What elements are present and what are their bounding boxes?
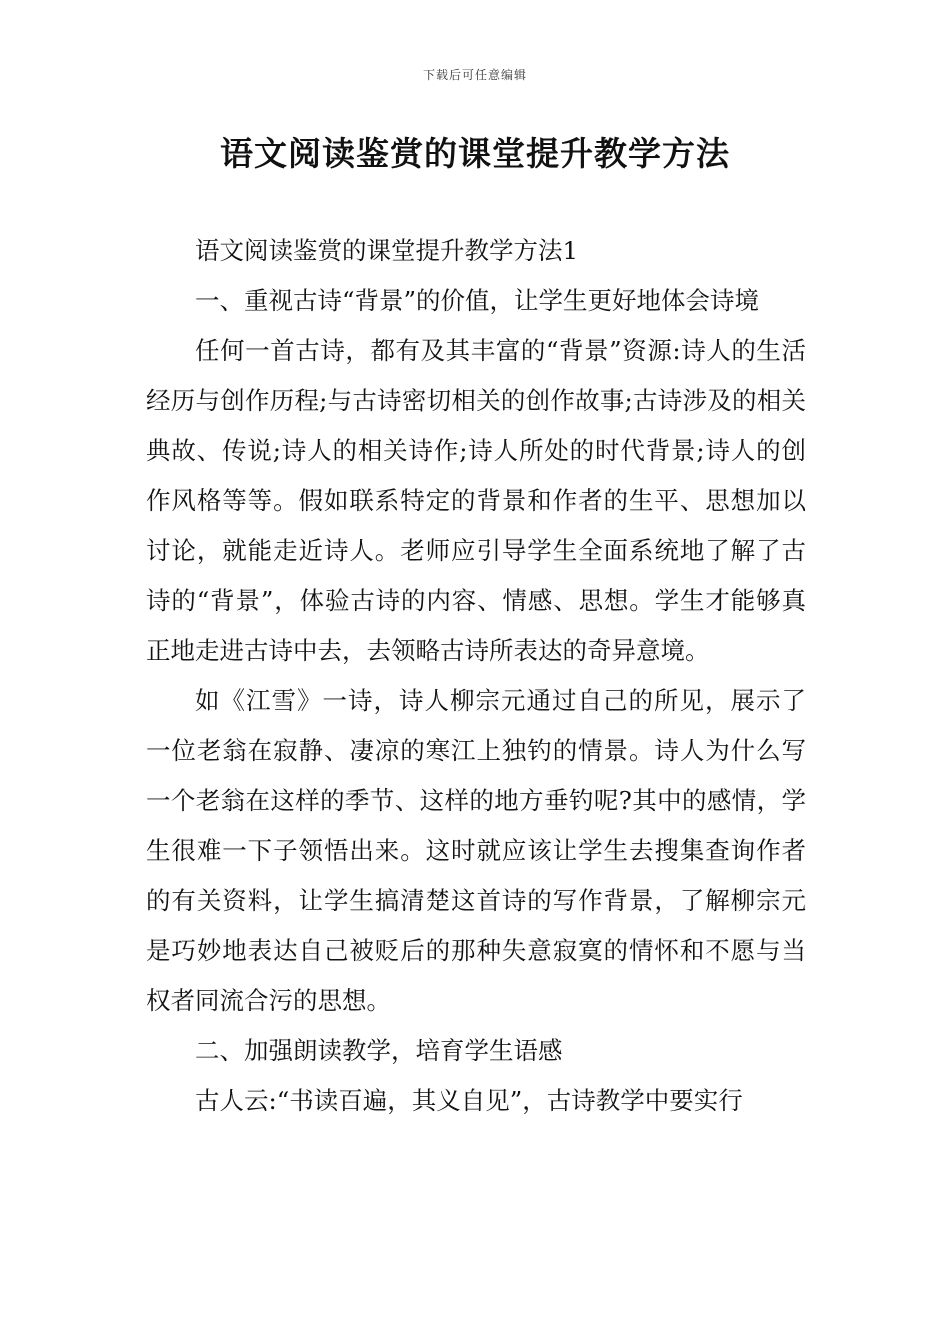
document-body [146,226,806,1126]
paragraph-subtitle: 语文阅读鉴赏的课堂提升教学方法1 [195,236,579,265]
paragraph-heading-2: 二、加强朗读教学，培育学生语感 [195,1036,563,1065]
document-title: 语文阅读鉴赏的课堂提升教学方法 [220,134,730,173]
paragraph-background: 任何一首古诗，都有及其丰富的“背景”资源:诗人的生活经历与创作历程;与古诗密切相关的创作故事;古诗涉及的相关典故、传说;诗人的相关诗作;诗人所处的时代背景;诗人的创作风格等等。假如联系特定的背景和作者的生平、思想加以讨论，就能走近诗人。老师应引导学生全面系统地了解了古诗的“背景”，体验古诗的内容、情感、思想。学生才能够真正地走进古诗中去，去领略古诗所表达的奇异意境。 [146,336,806,665]
header-note: 下载后可任意编辑 [422,68,527,82]
paragraph-example: 如《江雪》一诗，诗人柳宗元通过自己的所见，展示了一位老翁在寂静、凄凉的寒江上独钓的情景。诗人为什么写一个老翁在这样的季节、这样的地方垂钓呢?其中的感情，学生很难一下子领悟出来。这时就应该让学生去搜集查询作者的有关资料，让学生搞清楚这首诗的写作背景，了解柳宗元是巧妙地表达自己被贬后的那种失意寂寞的情怀和不愿与当权者同流合污的思想。 [146,686,806,1015]
paragraph-heading-1: 一、重视古诗“背景”的价值，让学生更好地体会诗境 [195,286,760,315]
paragraph-reading: 古人云:“书读百遍，其义自见”，古诗教学中要实行 [195,1086,743,1115]
